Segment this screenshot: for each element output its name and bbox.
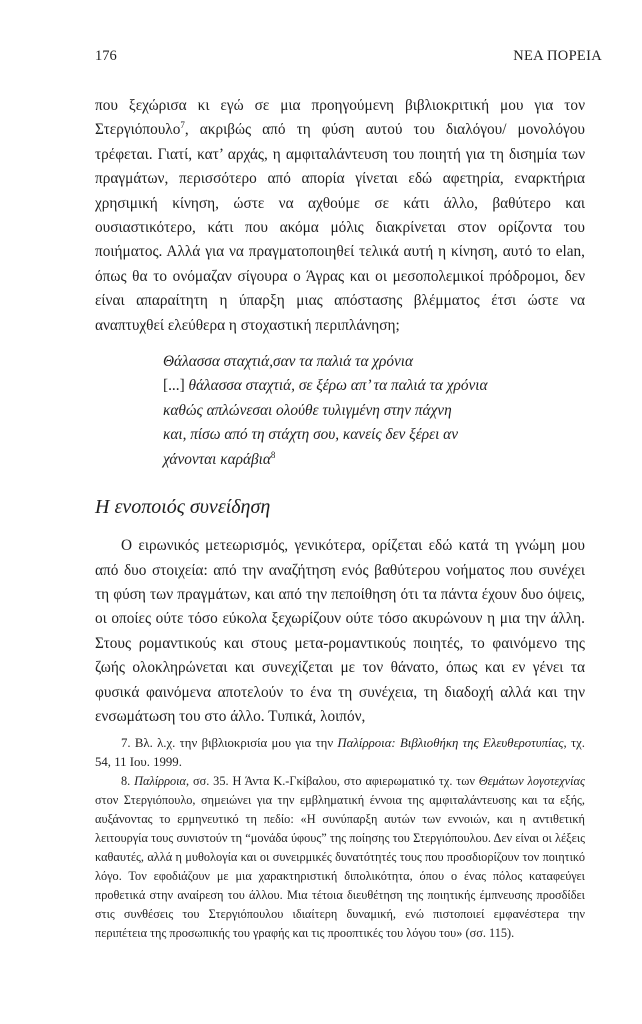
footnote-ref-8: 8 xyxy=(270,449,276,460)
paragraph-2: Ο ειρωνικός μετεωρισμός, γενικότερα, ορίζεται εδώ κατά τη γνώμη μου από δυο στοιχεία: από την αναζήτηση ενός βαθύτερου νοήματος που συνέχει τη φύση των πραγμάτων, και από την πεποίθηση ότι τα πάντα έχουν δυο όψεις, οι οποίες ούτε τόσο εύκολα ξεχωρίζουν ούτε τόσο ακυρώνουν η μια την άλλη. Στους ρομαντικούς και στους μετα-ρομαντικούς ποιητές, το φαινόμενο της ζωής ολοκληρώνεται και συνεχίζεται με τον θάνατο, όπως και εν γένει τα φυσικά φαινόμενα αποτελούν το ένα τη συνέχεια, τη διαδοχή αλλά και την ενσωμάτωση του στο άλλο. Τυπικά, λοιπόν, xyxy=(95,537,585,725)
footnote-ref-7: 7 xyxy=(180,120,185,131)
footnote-8-rest: στον Στεργιόπουλο, σημειώνει για την εμβληματική έννοια της αμφιταλάντευσης και τα εξής, αυξάνοντας το ερμηνευτικό τη πεδίο: «Η συνύπαρξη αυτών των εννοιών, και η αντιθετική λειτουργία τους συνιστούν τη “μονάδα ύφους” της ποίησης του Στεργιόπουλου. Δεν είναι οι λέξεις καθαυτές, αλλά η μυθολογία και οι συνειρμικές δυνατότητές τους που προσδιορίζουν τον ποιητικό λόγο. Τον εφοδιάζουν με μια χαρακτηριστική διπολικότητα, όπου ο ένας πόλος καταφεύγει προθετικά στην αναίρεση του άλλου. Μια τέτοια διευθέτηση της ποιητικής έμπνευσης προσδίδει στις συνθέσεις του Στεργιόπουλου ιδιαίτερη δυναμική, ενώ πιστοποιεί εμφανέστερα την περιπέτεια της προσωπικής του γραφής και τις προοπτικές του λόγου του» (σσ. 115). xyxy=(95,793,585,940)
footnote-8-journal: Θεμάτων λογοτεχνίας xyxy=(478,774,585,788)
footnote-7-suffix: , τχ. 54, 11 Ιου. 1999. xyxy=(95,736,586,769)
paragraph-1-text-a: που ξεχώρισα κι εγώ σε μια προηγούμενη βιβλιοκριτική μου για τον Στεργιόπουλο xyxy=(95,97,585,139)
main-text xyxy=(95,94,585,729)
footnote-8-title: Παλίρροια xyxy=(134,774,187,788)
poem-line: καθώς απλώνεσαι ολούθε τυλιγμένη στην πάχνη xyxy=(163,401,452,419)
poem-line-text: θάλασσα σταχτιά, σε ξέρω απ’ τα παλιά τα χρόνια xyxy=(184,377,488,395)
paragraph-1-text-b: , ακριβώς από τη φύση αυτού του διαλόγου/ μονολόγου τρέφεται. Γιατί, κατ’ αρχάς, η αμφιταλάντευση του ποιητή για τη δισημία των πραγμάτων, περισσότερο από απορία γίνεται εδώ αφετηρία, εναρκτήρια χρησιμική κίνηση, ώστε να αχθούμε σε κάτι άλλο, βαθύτερο και ουσιαστικότερο, κάτι που ακόμα μόλις διακρίνεται στον ορίζοντα του ποιήματος. Αλλά για να πραγματοποιηθεί τελικά αυτή η κίνηση, αυτό το elan, όπως θα το ονόμαζαν σίγουρα ο Άγρας και οι μεσοπολεμικοί πρόδρομοι, δεν είναι απαραίτητη η ύπαρξη μιας απόστασης βλέμματος έτσι ώστε να αναπτυχθεί ελεύθερα η στοχαστική περιπλάνηση; xyxy=(95,121,585,334)
footnote-7-prefix: 7. Βλ. λ.χ. την βιβλιοκρισία μου για την xyxy=(121,736,338,750)
footnote-8-mid: , σσ. 35. Η Άντα Κ.-Γκίβαλου, στο αφιερωματικό τχ. των xyxy=(186,774,479,788)
poem-line xyxy=(163,448,585,472)
footnote-7-title: Παλίρροια: Βιβλιοθήκη της Ελευθεροτυπίας xyxy=(337,736,564,750)
footnote-8-prefix: 8. xyxy=(121,774,135,788)
footnote-7 xyxy=(95,734,585,772)
page-header xyxy=(95,48,602,68)
poem-line-text: χάνονται καράβια xyxy=(163,450,271,468)
poem-line xyxy=(163,374,585,398)
section-heading: Η ενοποιός συνείδηση xyxy=(95,496,271,519)
poem-line: και, πίσω από τη στάχτη σου, κανείς δεν ξέρει αν xyxy=(163,426,458,444)
running-head: ΝΕΑ ΠΟΡΕΙΑ xyxy=(513,48,602,64)
paragraph-1 xyxy=(95,94,585,338)
footnote-8 xyxy=(95,772,585,943)
footnotes xyxy=(95,734,585,943)
poem-quote xyxy=(163,350,585,472)
poem-line: Θάλασσα σταχτιά,σαν τα παλιά τα χρόνια xyxy=(163,353,414,371)
poem-ellipsis: [...] xyxy=(163,377,185,395)
page-number: 176 xyxy=(95,48,117,64)
